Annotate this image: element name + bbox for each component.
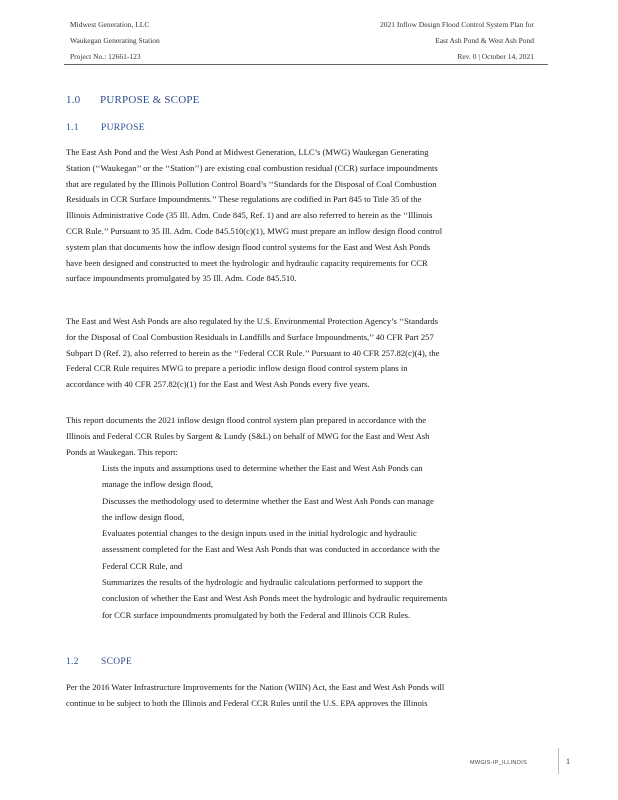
text-line: that are regulated by the Illinois Pollution Control Board’s ‘‘Standards for the Disposal of Coal Combustion — [66, 178, 437, 189]
text-line: Lists the inputs and assumptions used to determine whether the East and West Ash Ponds can — [102, 463, 423, 473]
scope-title: SCOPE — [101, 657, 133, 667]
text-line: accordance with 40 CFR 257.82(c)(1) for the East and West Ash Ponds every five years. — [66, 379, 370, 390]
header-revision: Rev. 0 | October 14, 2021 — [457, 52, 534, 61]
text-line: The East Ash Pond and the West Ash Pond at Midwest Generation, LLC’s (MWG) Waukegan Generating — [66, 147, 429, 157]
list-item — [102, 525, 552, 574]
scope-heading — [66, 657, 132, 667]
text-line: Subpart D (Ref. 2), also referred to herein as the ‘‘Federal CCR Rule.’’ Pursuant to 40 CFR 257.82(c)(4), the — [66, 347, 440, 358]
text-line: Evaluates potential changes to the design inputs used in the initial hydrologic and hydraulic — [102, 528, 417, 539]
text-line: Illinois and Federal CCR Rules by Sargent & Lundy (S&L) on behalf of MWG for the East and West Ash — [66, 430, 430, 441]
text-line: surface impoundments promulgated by 35 Ill. Adm. Code 845.510. — [66, 273, 297, 284]
page-number: 1 — [566, 757, 570, 766]
text-line: conclusion of whether the East and West Ash Ponds meet the hydrologic and hydraulic requirements — [102, 593, 448, 604]
header-station: Waukegan Generating Station — [70, 36, 160, 45]
text-line: This report documents the 2021 inflow design flood control system plan prepared in accordance with the — [66, 415, 427, 425]
text-line: Per the 2016 Water Infrastructure Improvements for the Nation (WIIN) Act, the East and West Ash Ponds will — [66, 682, 445, 692]
text-line: assessment completed for the East and West Ash Ponds that was conducted in accordance with the — [102, 544, 440, 555]
header-project: Project No.: 12661-123 — [70, 52, 141, 61]
text-line: Federal CCR Rule requires MWG to prepare a periodic inflow design flood control system plans in — [66, 363, 408, 374]
text-line: Residuals in CCR Surface Impoundments.’’ These regulations are codified in Part 845 to Title 35 of the — [66, 194, 422, 205]
text-line: Summarizes the results of the hydrologic and hydraulic calculations performed to support the — [102, 577, 423, 588]
section-title: PURPOSE & SCOPE — [100, 94, 200, 106]
text-line: Federal CCR Rule, and — [102, 560, 183, 571]
text-line: for the Disposal of Coal Combustion Residuals in Landfills and Surface Impoundments,’’ 40 CFR Part 257 — [66, 331, 434, 342]
header-doc-title: 2021 Inflow Design Flood Control System Plan for — [380, 20, 534, 29]
purpose-heading — [66, 123, 145, 133]
purpose-number: 1.1 — [66, 123, 79, 133]
footer-document-code: MWGIS-IP_ILLINOIS — [470, 760, 528, 766]
text-line: the inflow design flood, — [102, 511, 185, 522]
section-heading — [66, 94, 200, 106]
report-scope-list — [102, 460, 552, 623]
header-doc-subject: East Ash Pond & West Ash Pond — [435, 36, 534, 45]
text-line: Station (‘‘Waukegan’’ or the ‘‘Station’’) are existing coal combustion residual (CCR) surface impoundments — [66, 162, 438, 173]
text-line: CCR Rule.’’ Pursuant to 35 Ill. Adm. Code 845.510(c)(1), MWG must prepare an inflow design flood control — [66, 225, 443, 236]
section-number: 1.0 — [66, 94, 81, 106]
text-line: manage the inflow design flood, — [102, 479, 213, 490]
purpose-paragraph-2 — [66, 314, 546, 393]
text-line: system plan that documents how the inflow design flood control systems for the East and West Ash Ponds — [66, 241, 431, 252]
list-item — [102, 574, 552, 623]
header-left — [70, 17, 160, 65]
text-line: continue to be subject to both the Illinois and Federal CCR Rules until the U.S. EPA approves the Illinois — [66, 697, 428, 708]
text-line: Illinois Administrative Code (35 Ill. Adm. Code 845, Ref. 1) and are also referred to herein as the ‘‘Illinois — [66, 210, 433, 221]
list-item — [102, 460, 552, 493]
scope-paragraph-1 — [66, 680, 546, 712]
header-divider — [64, 64, 548, 65]
scope-number: 1.2 — [66, 657, 79, 667]
text-line: The East and West Ash Ponds are also regulated by the U.S. Environmental Protection Agency’s ‘‘Standards — [66, 316, 439, 326]
text-line: Discusses the methodology used to determine whether the East and West Ash Ponds can manage — [102, 495, 434, 506]
text-line: Ponds at Waukegan. This report: — [66, 446, 178, 457]
purpose-title: PURPOSE — [101, 123, 145, 133]
text-line: have been designed and constructed to meet the hydrologic and hydraulic capacity requirements for CCR — [66, 257, 428, 268]
header-right — [380, 17, 534, 65]
text-line: for CCR surface impoundments promulgated by both the Federal and Illinois CCR Rules. — [102, 609, 411, 620]
header-company: Midwest Generation, LLC — [70, 20, 150, 29]
list-item — [102, 493, 552, 526]
footer-divider — [558, 748, 559, 774]
purpose-paragraph-3 — [66, 413, 546, 460]
purpose-paragraph-1 — [66, 145, 546, 287]
